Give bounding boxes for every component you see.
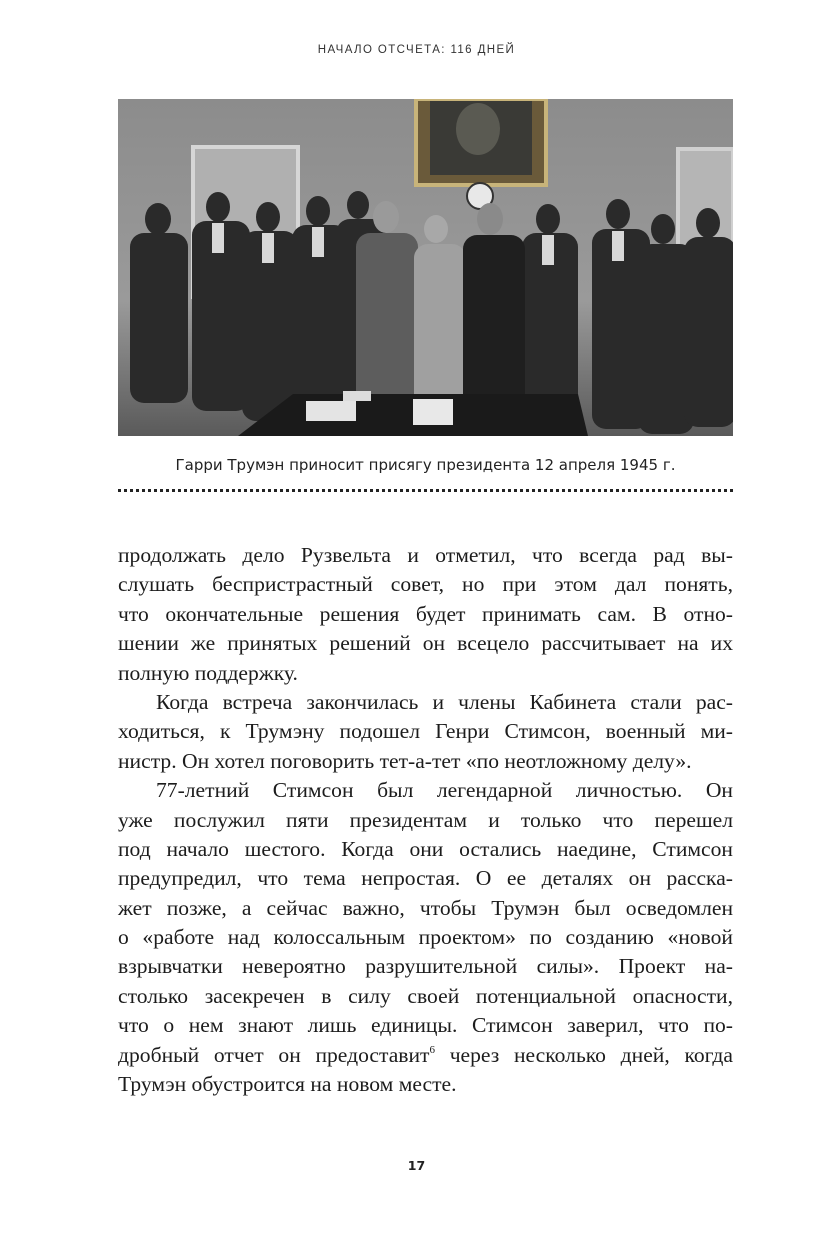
text-fragment: через несколько дней, когда — [449, 1042, 733, 1067]
body-text — [118, 541, 733, 1099]
text-line: что окончательные решения будет принимать сам. В отно- — [118, 601, 733, 626]
text-line: продолжать дело Рузвельта и отметил, что всегда рад вы- — [118, 543, 733, 567]
caption-divider — [118, 489, 733, 492]
text-line: о «работе над колоссальным проектом» по созданию «новой — [118, 925, 733, 950]
photo-caption: Гарри Трумэн приносит присягу президента 12 апреля 1945 г. — [175, 456, 676, 474]
text-line: что о нем знают лишь единицы. Стимсон заверил, что по- — [118, 1013, 733, 1038]
text-line: уже послужил пяти президентам и только что перешел — [118, 807, 733, 832]
page-number: 17 — [407, 1158, 426, 1173]
text-line: предупредил, что тема непростая. О ее деталях он расска- — [118, 866, 733, 891]
text-line: столько засекречен в силу своей потенциальной опасности, — [118, 983, 733, 1008]
text-line: взрывчатки невероятно разрушительной силы». Проект на- — [118, 954, 733, 979]
text-line: Трумэн обустроится на новом месте. — [118, 1072, 457, 1097]
text-line: слушать беспристрастный совет, но при этом дал понять, — [118, 572, 733, 597]
text-line: под начало шестого. Когда они остались наедине, Стимсон — [118, 836, 733, 861]
running-head: НАЧАЛО ОТСЧЕТА: 116 ДНЕЙ — [317, 44, 516, 56]
footnote-ref[interactable]: 6 — [429, 1043, 435, 1056]
text-line: 77-летний Стимсон был легендарной личностью. Он — [156, 778, 733, 803]
text-fragment: дробный отчет он предоставит — [118, 1042, 430, 1067]
text-line: жет позже, а сейчас важно, чтобы Трумэн был осведомлен — [118, 895, 733, 920]
inauguration-photo — [118, 99, 733, 436]
text-line: нистр. Он хотел поговорить тет-а-тет «по неотложному делу». — [118, 748, 692, 773]
text-line: ходиться, к Трумэну подошел Генри Стимсон, военный ми- — [118, 719, 733, 744]
text-line: полную поддержку. — [118, 660, 298, 685]
text-line: шении же принятых решений он всецело рассчитывает на их — [118, 631, 733, 656]
text-line-with-footnote — [118, 1041, 733, 1070]
text-line: Когда встреча закончилась и члены Кабинета стали рас- — [156, 689, 733, 714]
